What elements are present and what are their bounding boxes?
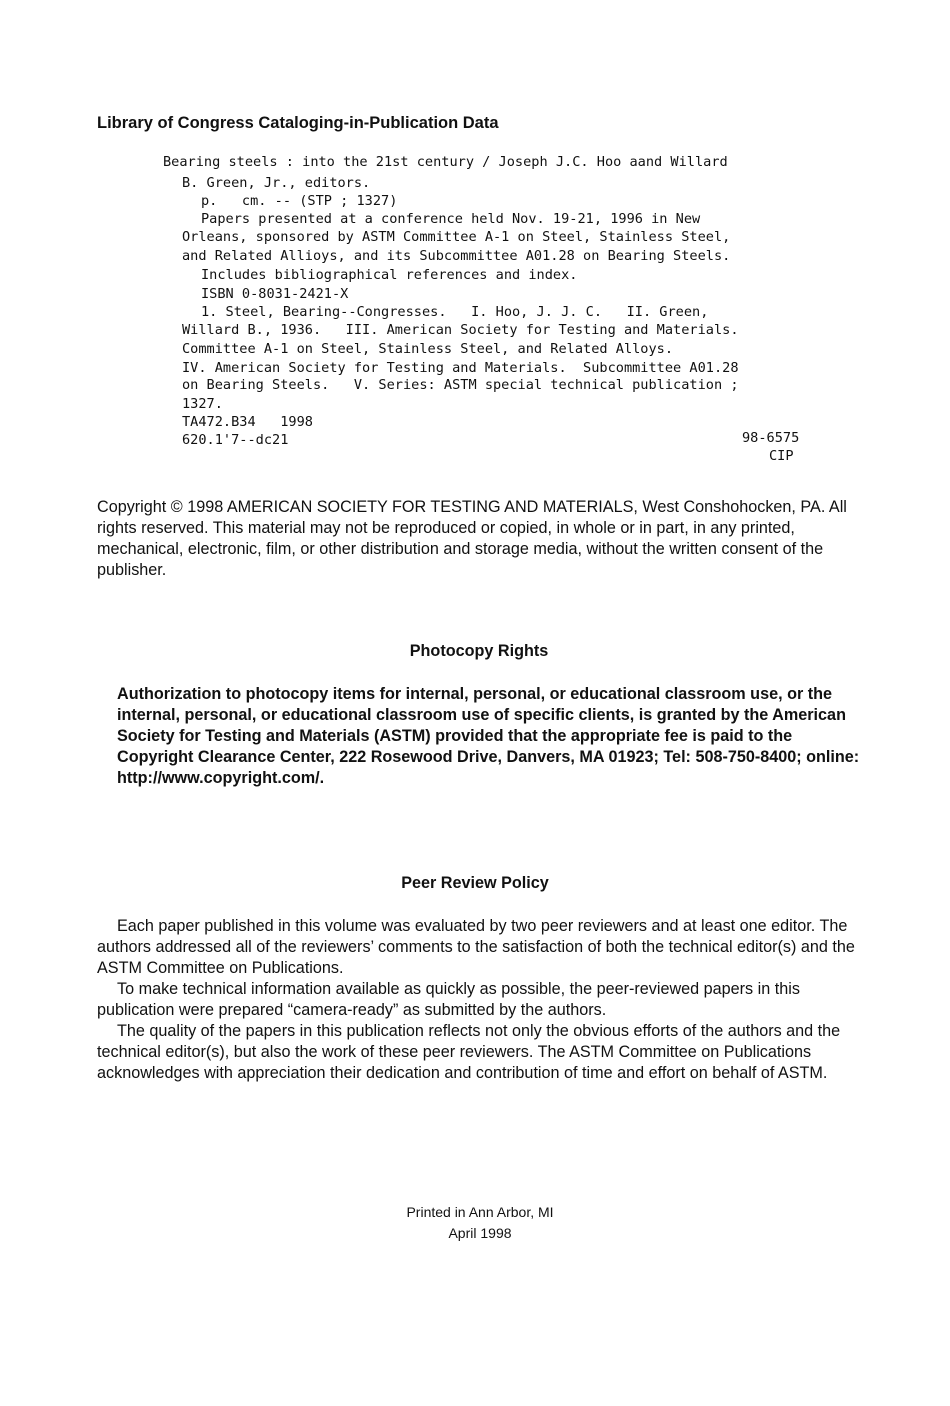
cip-line: Orleans, sponsored by ASTM Committee A-1 on Steel, Stainless Steel, — [182, 229, 731, 245]
cip-line: on Bearing Steels. V. Series: ASTM special technical publication ; — [182, 377, 739, 393]
cip-line: ISBN 0-8031-2421-X — [201, 286, 349, 302]
cip-line: IV. American Society for Testing and Materials. Subcommittee A01.28 — [182, 360, 739, 376]
peer-review-paragraph: Each paper published in this volume was evaluated by two peer reviewers and at least one editor. The authors addressed all of the reviewers’ comments to the satisfaction of both the technical editor(s) and the ASTM Committee on Publications. — [97, 917, 855, 977]
cip-line: 620.1'7--dc21 — [182, 432, 289, 448]
photocopy-rights-body: Authorization to photocopy items for internal, personal, or educational classroom use, or the internal, personal, or educational classroom use of specific clients, is granted by the American Society for Testing and Materials (ASTM) provided that the appropriate fee is paid to the Copyright Clearance Center, 222 Rosewood Drive, Danvers, MA 01923; Tel: 508-750-8400; online: http://www.copyright.com/. — [117, 685, 860, 787]
peer-review-paragraph: To make technical information available as quickly as possible, the peer-reviewed papers in this publication were prepared “camera-ready” as submitted by the authors. — [97, 980, 800, 1019]
cip-line: Committee A-1 on Steel, Stainless Steel, and Related Alloys. — [182, 341, 674, 357]
imprint-date: April 1998 — [448, 1225, 512, 1241]
peer-review-body — [97, 916, 862, 1084]
cip-line: 1327. — [182, 396, 223, 412]
cip-line: Bearing steels : into the 21st century / Joseph J.C. Hoo aand Willard — [163, 154, 728, 170]
cip-label: CIP — [769, 448, 794, 464]
cip-line: Includes bibliographical references and index. — [201, 267, 578, 283]
cip-heading: Library of Congress Cataloging-in-Publication Data — [97, 114, 499, 132]
cip-line: B. Green, Jr., editors. — [182, 175, 371, 191]
cip-line: Papers presented at a conference held Nov. 19-21, 1996 in New — [201, 211, 701, 227]
cip-lccn: 98-6575 — [742, 430, 800, 446]
imprint-place: Printed in Ann Arbor, MI — [406, 1204, 554, 1220]
cip-line: 1. Steel, Bearing--Congresses. I. Hoo, J. J. C. II. Green, — [201, 304, 709, 320]
peer-review-title: Peer Review Policy — [401, 874, 549, 892]
cip-line: and Related Allioys, and its Subcommittee A01.28 on Bearing Steels. — [182, 248, 731, 264]
imprint — [0, 1202, 950, 1244]
photocopy-rights-title: Photocopy Rights — [409, 642, 549, 660]
cip-line: Willard B., 1936. III. American Society for Testing and Materials. — [182, 322, 739, 338]
peer-review-paragraph: The quality of the papers in this publication reflects not only the obvious efforts of the authors and the technical editor(s), but also the work of these peer reviewers. The ASTM Committee on Publications acknowledges with appreciation their dedication and contribution of time and effort on behalf of ASTM. — [97, 1022, 841, 1082]
cip-line: p. cm. -- (STP ; 1327) — [201, 193, 398, 209]
copyright-notice: Copyright © 1998 AMERICAN SOCIETY FOR TESTING AND MATERIALS, West Conshohocken, PA. All rights reserved. This material may not be reproduced or copied, in whole or in part, in any printed, mechanical, electronic, film, or other distribution and storage media, without the written consent of the publisher. — [97, 498, 847, 579]
cip-line: TA472.B34 1998 — [182, 414, 313, 430]
cip-record — [0, 0, 950, 470]
